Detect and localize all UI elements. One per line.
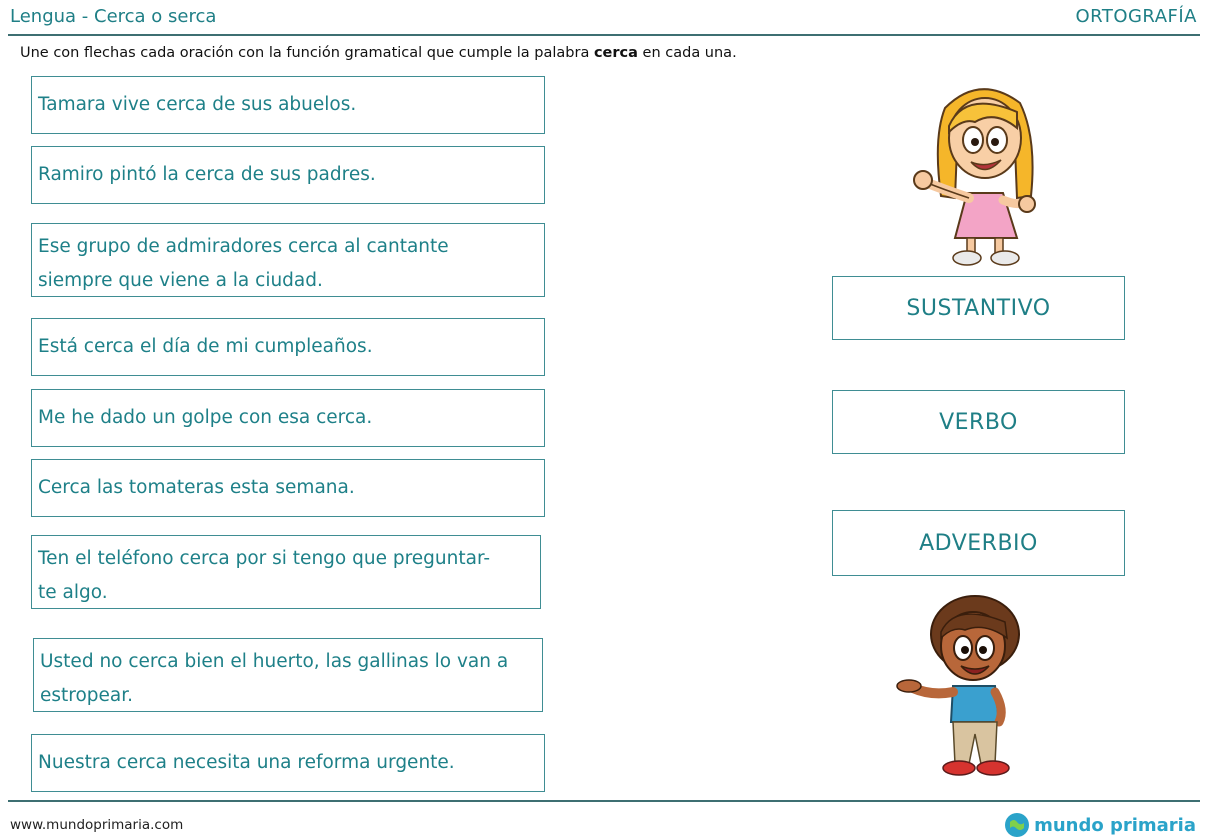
instructions-text: Une con flechas cada oración con la función gramatical que cumple la palabra — [20, 45, 594, 61]
sentence-text — [38, 230, 449, 298]
category-label: SUSTANTIVO — [906, 295, 1051, 321]
sentence-box-8[interactable] — [33, 638, 543, 712]
instructions-keyword: cerca — [593, 45, 638, 61]
sentence-box-3[interactable] — [31, 223, 545, 297]
sentence-line: Ten el teléfono cerca por si tengo que preguntar- — [38, 548, 491, 569]
brand[interactable] — [1004, 812, 1196, 838]
section-label: ORTOGRAFÍA — [1075, 6, 1197, 27]
mundo-primaria-logo-icon — [1004, 812, 1030, 838]
sentence-line: Ese grupo de admiradores cerca al cantante — [38, 236, 449, 257]
sentence-box-7[interactable] — [31, 535, 541, 609]
sentence-text: Ramiro pintó la cerca de sus padres. — [38, 164, 376, 185]
sentence-line: siempre que viene a la ciudad. — [38, 270, 323, 291]
sentence-text: Cerca las tomateras esta semana. — [38, 477, 355, 498]
sentence-box-9[interactable] — [31, 734, 545, 792]
sentence-text: Me he dado un golpe con esa cerca. — [38, 407, 373, 428]
footer-divider — [8, 800, 1200, 802]
sentence-box-5[interactable] — [31, 389, 545, 447]
sentence-box-4[interactable] — [31, 318, 545, 376]
footer-url[interactable]: www.mundoprimaria.com — [10, 817, 184, 833]
sentence-text — [40, 645, 508, 713]
sentence-box-1[interactable] — [31, 76, 545, 134]
sentence-box-2[interactable] — [31, 146, 545, 204]
boy-presenting-illustration — [895, 592, 1035, 782]
brand-name: mundo primaria — [1034, 814, 1196, 836]
sentence-line: estropear. — [40, 685, 134, 706]
instructions — [20, 45, 737, 61]
sentence-text: Nuestra cerca necesita una reforma urgente. — [38, 752, 455, 773]
category-box-verbo[interactable] — [832, 390, 1125, 454]
category-label: ADVERBIO — [919, 530, 1038, 556]
sentence-text — [38, 542, 490, 610]
category-label: VERBO — [939, 409, 1018, 435]
sentence-line: te algo. — [38, 582, 108, 603]
sentence-text: Está cerca el día de mi cumpleaños. — [38, 336, 373, 357]
sentence-box-6[interactable] — [31, 459, 545, 517]
category-box-adverbio[interactable] — [832, 510, 1125, 576]
worksheet-title: Lengua - Cerca o serca — [10, 6, 217, 27]
header-divider — [8, 34, 1200, 36]
category-box-sustantivo[interactable] — [832, 276, 1125, 340]
sentence-text: Tamara vive cerca de sus abuelos. — [38, 94, 357, 115]
girl-pointing-illustration — [905, 78, 1055, 268]
sentence-line: Usted no cerca bien el huerto, las gallinas lo van a — [40, 651, 509, 672]
instructions-text-end: en cada una. — [637, 45, 737, 61]
